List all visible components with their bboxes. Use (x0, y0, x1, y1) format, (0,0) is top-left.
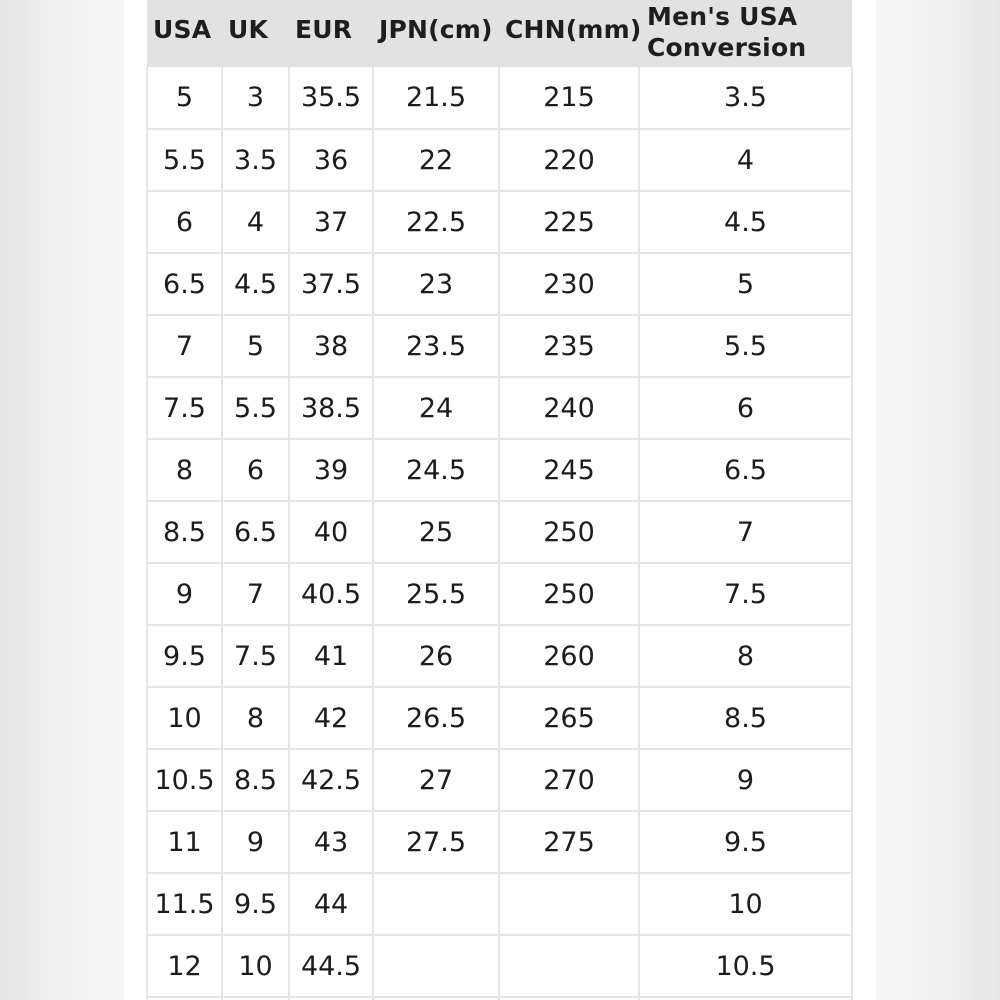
cell-uk: 7.5 (222, 625, 289, 687)
cell-mens-usa: 6.5 (639, 439, 852, 501)
table-row (147, 873, 852, 935)
cell-usa: 10.5 (147, 749, 222, 811)
cell-eur: 37 (289, 191, 373, 253)
table-row (147, 563, 852, 625)
cell-chn: 245 (499, 439, 639, 501)
background-right (876, 0, 1000, 1000)
cell-jpn: 22 (373, 129, 499, 191)
header-chn: CHN(mm) (505, 15, 642, 44)
size-chart-sheet (124, 0, 876, 1000)
table-row (147, 501, 852, 563)
cell-mens-usa: 7.5 (639, 563, 852, 625)
cell-usa: 5 (147, 67, 222, 129)
cell-uk: 10 (222, 935, 289, 997)
header-row (147, 0, 852, 67)
cell-usa: 10 (147, 687, 222, 749)
cell-uk: 3.5 (222, 129, 289, 191)
cell-usa: 6.5 (147, 253, 222, 315)
cell-eur: 39 (289, 439, 373, 501)
table-row (147, 811, 852, 873)
header-uk: UK (228, 15, 269, 44)
cell-eur: 36 (289, 129, 373, 191)
cell-uk: 6 (222, 439, 289, 501)
cell-chn: 250 (499, 563, 639, 625)
cell-usa: 7.5 (147, 377, 222, 439)
cell-usa: 8.5 (147, 501, 222, 563)
cell-chn: 225 (499, 191, 639, 253)
cell-chn: 230 (499, 253, 639, 315)
header-mens-usa: Men's USA Conversion (647, 1, 807, 62)
cell-jpn: 27 (373, 749, 499, 811)
table-row (147, 377, 852, 439)
cell-usa: 11 (147, 811, 222, 873)
cell-usa: 8 (147, 439, 222, 501)
cell-jpn (373, 935, 499, 997)
cell-uk: 9.5 (222, 873, 289, 935)
header-eur: EUR (295, 15, 353, 44)
cell-jpn: 24 (373, 377, 499, 439)
cell-jpn (373, 873, 499, 935)
cell-mens-usa: 9 (639, 749, 852, 811)
cell-usa: 9 (147, 563, 222, 625)
cell-chn: 275 (499, 811, 639, 873)
table-row (147, 129, 852, 191)
cell-jpn: 23 (373, 253, 499, 315)
cell-chn: 265 (499, 687, 639, 749)
cell-uk: 8 (222, 687, 289, 749)
cell-jpn: 27.5 (373, 811, 499, 873)
header-jpn: JPN(cm) (379, 15, 493, 44)
table-header (147, 0, 852, 67)
cell-mens-usa: 7 (639, 501, 852, 563)
cell-chn: 215 (499, 67, 639, 129)
cell-chn: 220 (499, 129, 639, 191)
cell-eur: 44.5 (289, 935, 373, 997)
cell-chn (499, 873, 639, 935)
cell-jpn: 23.5 (373, 315, 499, 377)
cell-mens-usa: 6 (639, 377, 852, 439)
cell-eur: 40 (289, 501, 373, 563)
cell-uk: 6.5 (222, 501, 289, 563)
cell-eur: 44 (289, 873, 373, 935)
background-left (0, 0, 124, 1000)
cell-chn (499, 935, 639, 997)
cell-eur: 43 (289, 811, 373, 873)
table-row (147, 191, 852, 253)
cell-uk: 5 (222, 315, 289, 377)
cell-uk: 4.5 (222, 253, 289, 315)
table-body (147, 67, 852, 1000)
cell-eur: 38.5 (289, 377, 373, 439)
header-usa: USA (153, 15, 212, 44)
cell-chn: 240 (499, 377, 639, 439)
table-row (147, 687, 852, 749)
cell-eur: 40.5 (289, 563, 373, 625)
cell-jpn: 26.5 (373, 687, 499, 749)
cell-chn: 270 (499, 749, 639, 811)
cell-uk: 5.5 (222, 377, 289, 439)
cell-mens-usa: 5.5 (639, 315, 852, 377)
cell-usa: 12 (147, 935, 222, 997)
cell-eur: 42.5 (289, 749, 373, 811)
table-row (147, 67, 852, 129)
cell-jpn: 25 (373, 501, 499, 563)
cell-uk: 7 (222, 563, 289, 625)
table-row (147, 253, 852, 315)
cell-mens-usa: 10.5 (639, 935, 852, 997)
size-chart-table (146, 0, 853, 1000)
cell-usa: 6 (147, 191, 222, 253)
cell-uk: 9 (222, 811, 289, 873)
cell-eur: 41 (289, 625, 373, 687)
cell-usa: 9.5 (147, 625, 222, 687)
cell-uk: 3 (222, 67, 289, 129)
cell-eur: 37.5 (289, 253, 373, 315)
table-row (147, 935, 852, 997)
cell-mens-usa: 4 (639, 129, 852, 191)
cell-eur: 38 (289, 315, 373, 377)
table-row (147, 439, 852, 501)
cell-mens-usa: 3.5 (639, 67, 852, 129)
table-row (147, 749, 852, 811)
cell-chn: 260 (499, 625, 639, 687)
cell-chn: 250 (499, 501, 639, 563)
cell-jpn: 22.5 (373, 191, 499, 253)
cell-usa: 5.5 (147, 129, 222, 191)
cell-mens-usa: 8.5 (639, 687, 852, 749)
cell-jpn: 24.5 (373, 439, 499, 501)
cell-mens-usa: 4.5 (639, 191, 852, 253)
table-row (147, 625, 852, 687)
cell-eur: 35.5 (289, 67, 373, 129)
cell-mens-usa: 10 (639, 873, 852, 935)
cell-chn: 235 (499, 315, 639, 377)
cell-jpn: 25.5 (373, 563, 499, 625)
cell-usa: 7 (147, 315, 222, 377)
table-row (147, 315, 852, 377)
cell-jpn: 26 (373, 625, 499, 687)
cell-uk: 8.5 (222, 749, 289, 811)
cell-jpn: 21.5 (373, 67, 499, 129)
cell-mens-usa: 9.5 (639, 811, 852, 873)
cell-uk: 4 (222, 191, 289, 253)
cell-mens-usa: 8 (639, 625, 852, 687)
cell-usa: 11.5 (147, 873, 222, 935)
cell-mens-usa: 5 (639, 253, 852, 315)
cell-eur: 42 (289, 687, 373, 749)
